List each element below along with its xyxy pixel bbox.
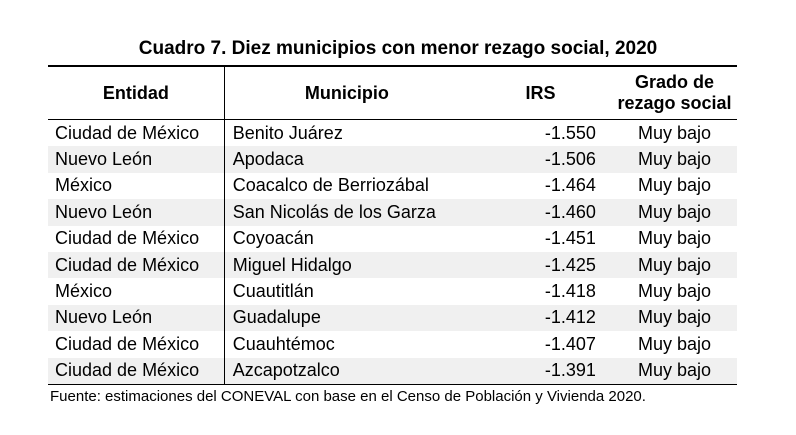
cell-entidad: Nuevo León — [48, 199, 224, 225]
cell-municipio: Miguel Hidalgo — [224, 252, 469, 278]
cell-entidad: Ciudad de México — [48, 252, 224, 278]
cell-municipio: Coyoacán — [224, 226, 469, 252]
table-row — [48, 305, 737, 331]
cell-grado: Muy bajo — [637, 333, 711, 354]
cell-entidad: Ciudad de México — [55, 228, 200, 249]
cell-entidad: Ciudad de México — [55, 333, 200, 354]
cell-irs: -1.425 — [469, 252, 612, 278]
cell-grado: Muy bajo — [612, 252, 737, 278]
header-municipio: Municipio — [224, 66, 469, 120]
cell-entidad: Nuevo León — [48, 146, 224, 172]
cell-grado: Muy bajo — [612, 358, 737, 385]
source-note: Fuente: estimaciones del CONEVAL con base en el Censo de Población y Vivienda 2020. — [50, 388, 646, 405]
table-row — [48, 226, 737, 252]
cell-municipio: San Nicolás de los Garza — [224, 199, 469, 225]
cell-municipio: Guadalupe — [224, 305, 469, 331]
cell-entidad: Nuevo León — [48, 305, 224, 331]
municipios-table — [48, 65, 737, 385]
table-row — [48, 199, 737, 225]
cell-municipio: Cuauhtémoc — [224, 331, 469, 357]
cell-grado: Muy bajo — [637, 122, 711, 143]
table-row — [48, 331, 737, 357]
header-grado-line2: rezago social — [617, 93, 732, 113]
table-header-row — [48, 66, 737, 120]
cell-entidad: México — [55, 281, 113, 302]
cell-municipio: Azcapotzalco — [224, 358, 469, 385]
header-grado — [612, 66, 737, 120]
cell-entidad: México — [55, 175, 113, 196]
header-entidad: Entidad — [48, 66, 224, 120]
cell-grado: Muy bajo — [612, 199, 737, 225]
table-row — [48, 252, 737, 278]
table-row — [48, 120, 737, 147]
header-irs: IRS — [469, 66, 612, 120]
cell-entidad: Ciudad de México — [55, 122, 200, 143]
cell-municipio: Cuautitlán — [224, 278, 469, 304]
table-title: Cuadro 7. Diez municipios con menor rezago social, 2020 — [138, 38, 658, 59]
cell-irs: -1.464 — [544, 175, 596, 196]
table-row — [48, 146, 737, 172]
cell-grado: Muy bajo — [637, 228, 711, 249]
cell-irs: -1.418 — [544, 281, 596, 302]
cell-municipio: Benito Juárez — [224, 120, 469, 147]
table-row — [48, 173, 737, 199]
table-row — [48, 278, 737, 304]
cell-irs: -1.550 — [544, 122, 596, 143]
cell-irs: -1.391 — [469, 358, 612, 385]
cell-grado: Muy bajo — [637, 281, 711, 302]
cell-grado: Muy bajo — [612, 146, 737, 172]
cell-grado: Muy bajo — [612, 305, 737, 331]
cell-municipio: Apodaca — [224, 146, 469, 172]
cell-grado: Muy bajo — [637, 175, 711, 196]
header-grado-line1: Grado de — [634, 72, 714, 92]
cell-irs: -1.451 — [544, 228, 596, 249]
cell-irs: -1.412 — [469, 305, 612, 331]
cell-irs: -1.460 — [469, 199, 612, 225]
table-row — [48, 358, 737, 385]
cell-irs: -1.506 — [469, 146, 612, 172]
cell-irs: -1.407 — [544, 333, 596, 354]
cell-entidad: Ciudad de México — [48, 358, 224, 385]
cell-municipio: Coacalco de Berriozábal — [224, 173, 469, 199]
